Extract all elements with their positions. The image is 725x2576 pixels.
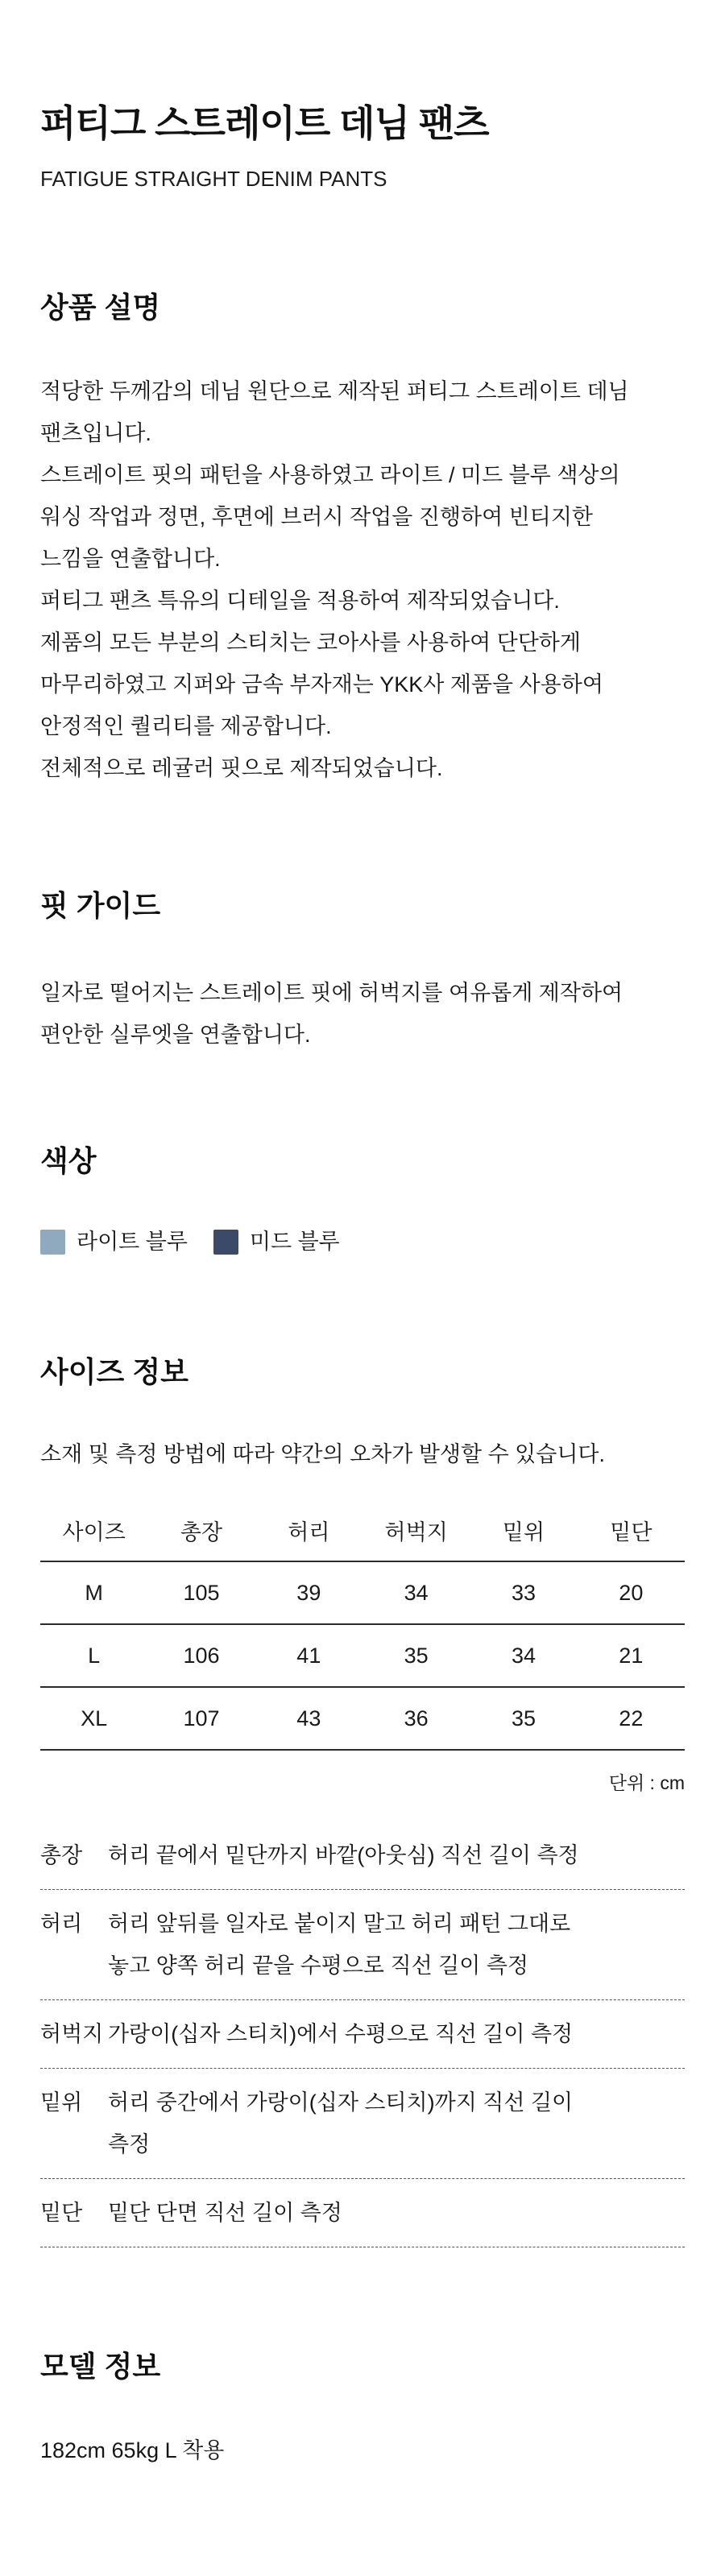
unit-note: 단위 : cm xyxy=(608,1772,685,1793)
size-table-header: 사이즈 xyxy=(62,1520,126,1544)
size-cell: L xyxy=(88,1643,101,1668)
definition-text: 허리 중간에서 가랑이(십자 스티치)까지 직선 길이 측정 xyxy=(108,2090,574,2156)
size-cell: 33 xyxy=(511,1580,536,1605)
section-heading-model-info: 모델 정보 xyxy=(40,2350,161,2383)
size-table-header: 밑단 xyxy=(610,1520,652,1544)
size-tolerance-note: 소재 및 측정 방법에 따라 약간의 오차가 발생할 수 있습니다. xyxy=(40,1442,605,1466)
section-heading-colors: 색상 xyxy=(40,1144,97,1177)
size-table-row-xl xyxy=(40,1688,685,1751)
size-cell: 34 xyxy=(404,1580,429,1605)
section-heading-size-info: 사이즈 정보 xyxy=(40,1355,188,1388)
description-line: 워싱 작업과 정면, 후면에 브러시 작업을 진행하여 빈티지한 xyxy=(40,505,593,529)
description-line: 팬츠입니다. xyxy=(40,421,151,445)
definition-row-hem xyxy=(40,2179,685,2247)
size-cell: 43 xyxy=(296,1706,321,1730)
fit-guide-paragraph xyxy=(40,972,685,1056)
light-blue-swatch xyxy=(40,1230,65,1255)
fit-guide-line: 일자로 떨어지는 스트레이트 핏에 허벅지를 여유롭게 제작하여 xyxy=(40,981,624,1005)
definition-text: 허리 끝에서 밑단까지 바깥(아웃심) 직선 길이 측정 xyxy=(108,1843,579,1867)
page-title: 퍼티그 스트레이트 데님 팬츠 xyxy=(40,102,489,144)
size-table xyxy=(40,1499,685,1751)
description-paragraph xyxy=(40,370,685,789)
size-table-header: 밑위 xyxy=(502,1520,545,1544)
color-option-mid-blue xyxy=(213,1230,340,1255)
definition-term: 총장 xyxy=(40,1843,83,1867)
measurement-definitions xyxy=(40,1821,685,2247)
description-line: 전체적으로 레귤러 핏으로 제작되었습니다. xyxy=(40,756,443,780)
section-heading-description: 상품 설명 xyxy=(40,291,161,324)
size-table-row-l xyxy=(40,1625,685,1688)
description-line: 스트레이트 핏의 패턴을 사용하였고 라이트 / 미드 블루 색상의 xyxy=(40,463,620,487)
size-table-header: 허벅지 xyxy=(384,1520,448,1544)
size-cell: 20 xyxy=(619,1580,644,1605)
color-swatch-row xyxy=(40,1230,685,1255)
mid-blue-swatch xyxy=(213,1230,238,1255)
content-column xyxy=(0,102,725,2471)
description-line: 적당한 두께감의 데님 원단으로 제작된 퍼티그 스트레이트 데님 xyxy=(40,379,629,403)
color-option-light-blue xyxy=(40,1230,188,1255)
definition-row-total-length xyxy=(40,1821,685,1890)
section-heading-fit-guide: 핏 가이드 xyxy=(40,889,161,922)
description-line: 마무리하였고 지퍼와 금속 부자재는 YKK사 제품을 사용하여 xyxy=(40,672,603,697)
description-line: 느낌을 연출합니다. xyxy=(40,547,221,571)
size-table-header: 허리 xyxy=(288,1520,330,1544)
description-line: 안정적인 퀄리티를 제공합니다. xyxy=(40,714,332,738)
definition-text: 허리 앞뒤를 일자로 붙이지 말고 허리 패턴 그대로 놓고 양쪽 허리 끝을 수평으로 직선 길이 측정 xyxy=(108,1912,571,1978)
definition-term: 밑단 xyxy=(40,2201,83,2225)
definition-text: 가랑이(십자 스티치)에서 수평으로 직선 길이 측정 xyxy=(108,2022,574,2046)
size-cell: 107 xyxy=(183,1706,220,1730)
fit-guide-line: 편안한 실루엣을 연출합니다. xyxy=(40,1023,311,1047)
size-cell: M xyxy=(85,1580,103,1605)
size-cell: 41 xyxy=(296,1643,321,1668)
size-cell: 106 xyxy=(183,1643,220,1668)
size-table-header: 총장 xyxy=(180,1520,223,1544)
model-spec-text: 182cm 65kg L 착용 xyxy=(40,2438,225,2462)
size-cell: 21 xyxy=(619,1643,644,1668)
size-table-header-row xyxy=(40,1499,685,1562)
size-cell: 22 xyxy=(619,1706,644,1730)
description-line: 퍼티그 팬츠 특유의 디테일을 적용하여 제작되었습니다. xyxy=(40,589,560,613)
size-cell: 34 xyxy=(511,1643,536,1668)
size-cell: 35 xyxy=(511,1706,536,1730)
size-cell: 35 xyxy=(404,1643,429,1668)
definition-term: 허벅지 xyxy=(40,2022,104,2046)
size-cell: 39 xyxy=(296,1580,321,1605)
definition-row-rise xyxy=(40,2069,685,2179)
definition-row-waist xyxy=(40,1890,685,2000)
size-table-row-m xyxy=(40,1562,685,1625)
size-cell: 105 xyxy=(183,1580,220,1605)
definition-term: 밑위 xyxy=(40,2090,83,2115)
description-line: 제품의 모든 부분의 스티치는 코아사를 사용하여 단단하게 xyxy=(40,631,581,655)
definition-row-thigh xyxy=(40,2000,685,2069)
size-cell: 36 xyxy=(404,1706,429,1730)
light-blue-label: 라이트 블루 xyxy=(77,1230,188,1254)
definition-text: 밑단 단면 직선 길이 측정 xyxy=(108,2201,342,2225)
definition-term: 허리 xyxy=(40,1912,83,1936)
size-cell: XL xyxy=(81,1706,108,1730)
page-subtitle: FATIGUE STRAIGHT DENIM PANTS xyxy=(40,167,387,191)
mid-blue-label: 미드 블루 xyxy=(249,1230,340,1254)
